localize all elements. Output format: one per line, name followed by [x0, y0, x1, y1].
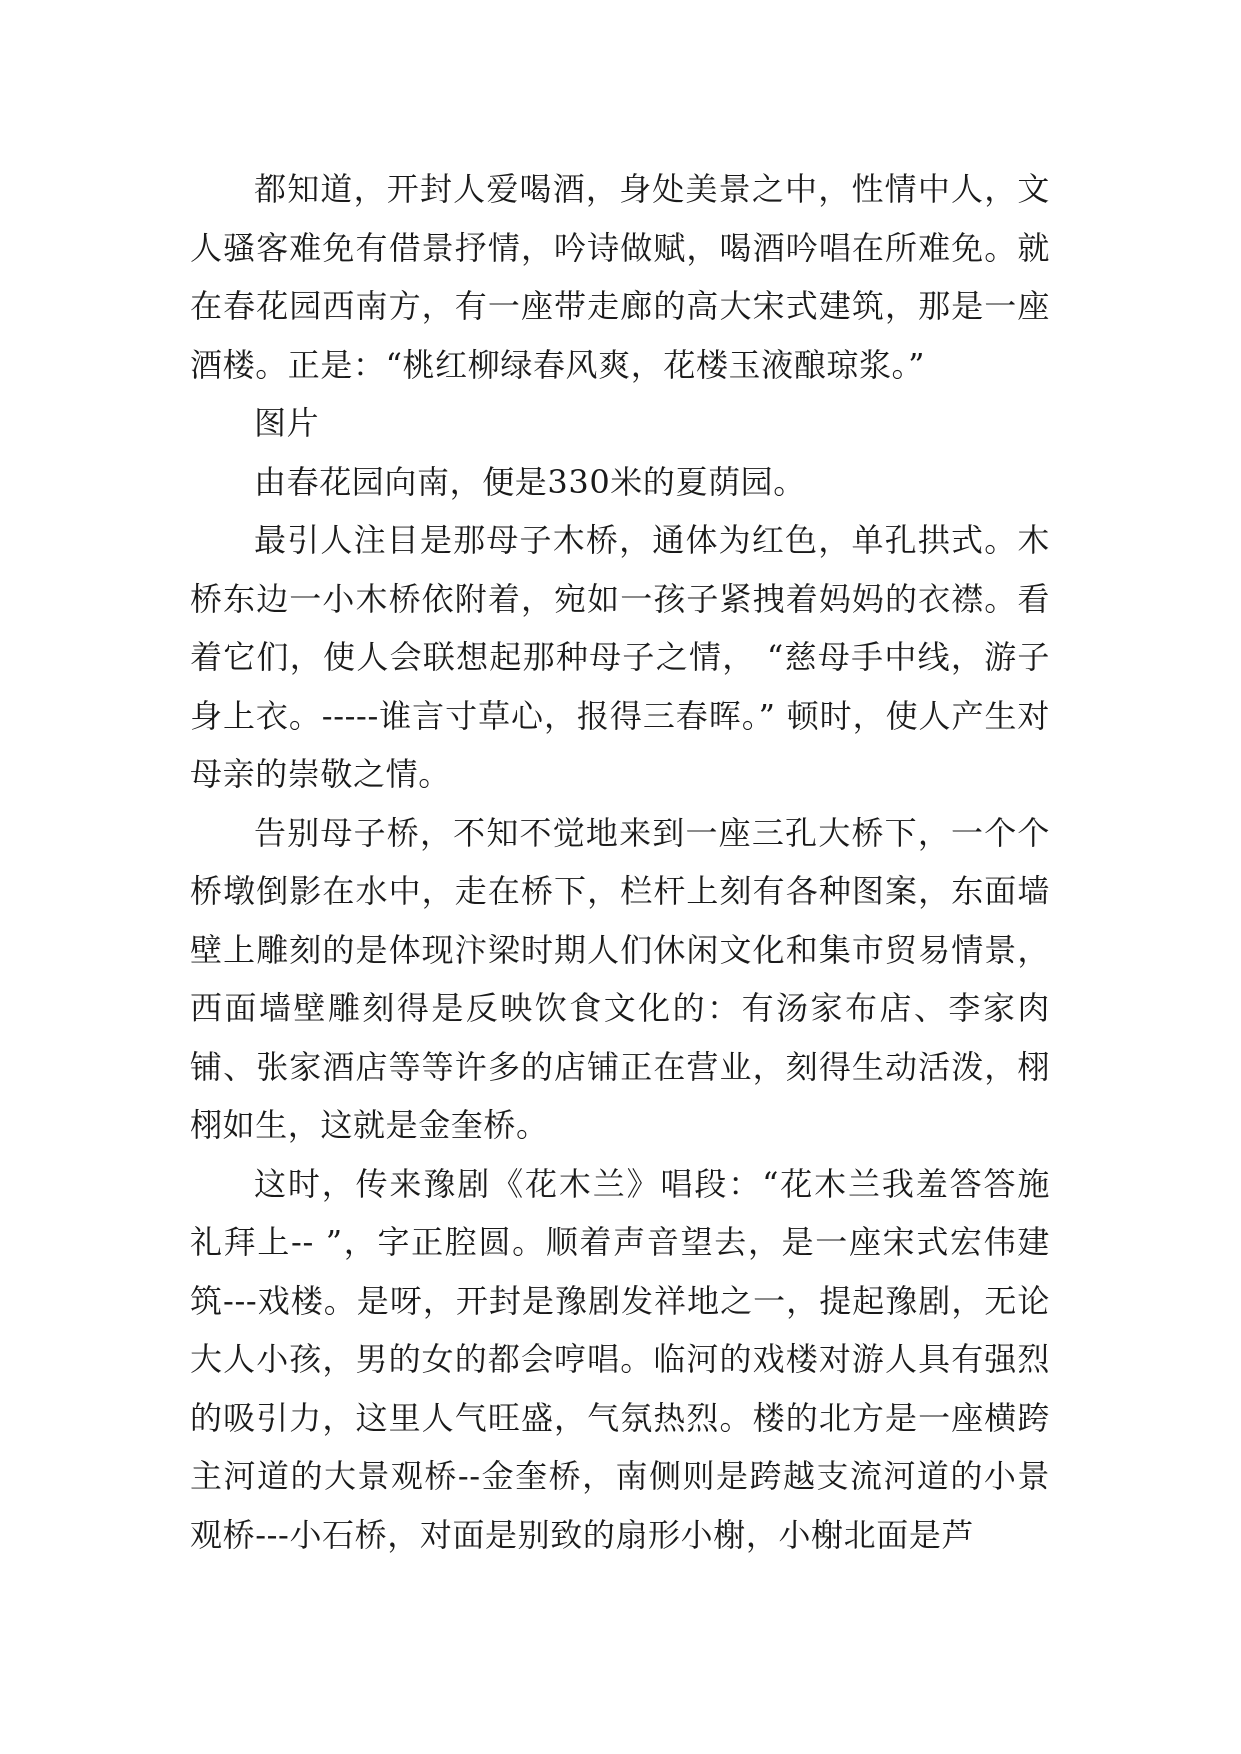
paragraph-wine-tower: 都知道，开封人爱喝酒，身处美景之中，性情中人，文人骚客难免有借景抒情，吟诗做赋，喝酒吟唱在所难免。就在春花园西南方，有一座带走廊的高大宋式建筑，那是一座酒楼。正是：“桃红柳绿春风爽，花楼玉液酿琼浆。”	[190, 170, 1050, 384]
paragraph-jinkui-bridge: 告别母子桥，不知不觉地来到一座三孔大桥下，一个个桥墩倒影在水中，走在桥下，栏杆上刻有各种图案，东面墙壁上雕刻的是体现汴梁时期人们休闲文化和集市贸易情景，西面墙壁雕刻得是反映饮食文化的：有汤家布店、李家肉铺、张家酒店等等许多的店铺正在营业，刻得生动活泼，栩栩如生，这就是金奎桥。	[190, 813, 1050, 1144]
paragraph-opera-tower: 这时，传来豫剧《花木兰》唱段：“花木兰我羞答答施礼拜上-- ”，字正腔圆。顺着声音望去，是一座宋式宏伟建筑---戏楼。是呀，开封是豫剧发祥地之一，提起豫剧，无论大人小孩，男的女的都会哼唱。临河的戏楼对游人具有强烈的吸引力，这里人气旺盛，气氛热烈。楼的北方是一座横跨主河道的大景观桥--金奎桥，南侧则是跨越支流河道的小景观桥---小石桥，对面是别致的扇形小榭，小榭北面是芦	[190, 1164, 1050, 1554]
image-placeholder-caption: 图片	[254, 404, 320, 442]
document-body	[190, 160, 1050, 1564]
paragraph-summer-garden: 由春花园向南，便是330米的夏荫园。	[254, 462, 806, 501]
paragraph-mother-child-bridge: 最引人注目是那母子木桥，通体为红色，单孔拱式。木桥东边一小木桥依附着，宛如一孩子紧拽着妈妈的衣襟。看着它们，使人会联想起那种母子之情， “慈母手中线，游子身上衣。-----谁言寸草心，报得三春晖。” 顿时，使人产生对母亲的崇敬之情。	[190, 521, 1050, 793]
